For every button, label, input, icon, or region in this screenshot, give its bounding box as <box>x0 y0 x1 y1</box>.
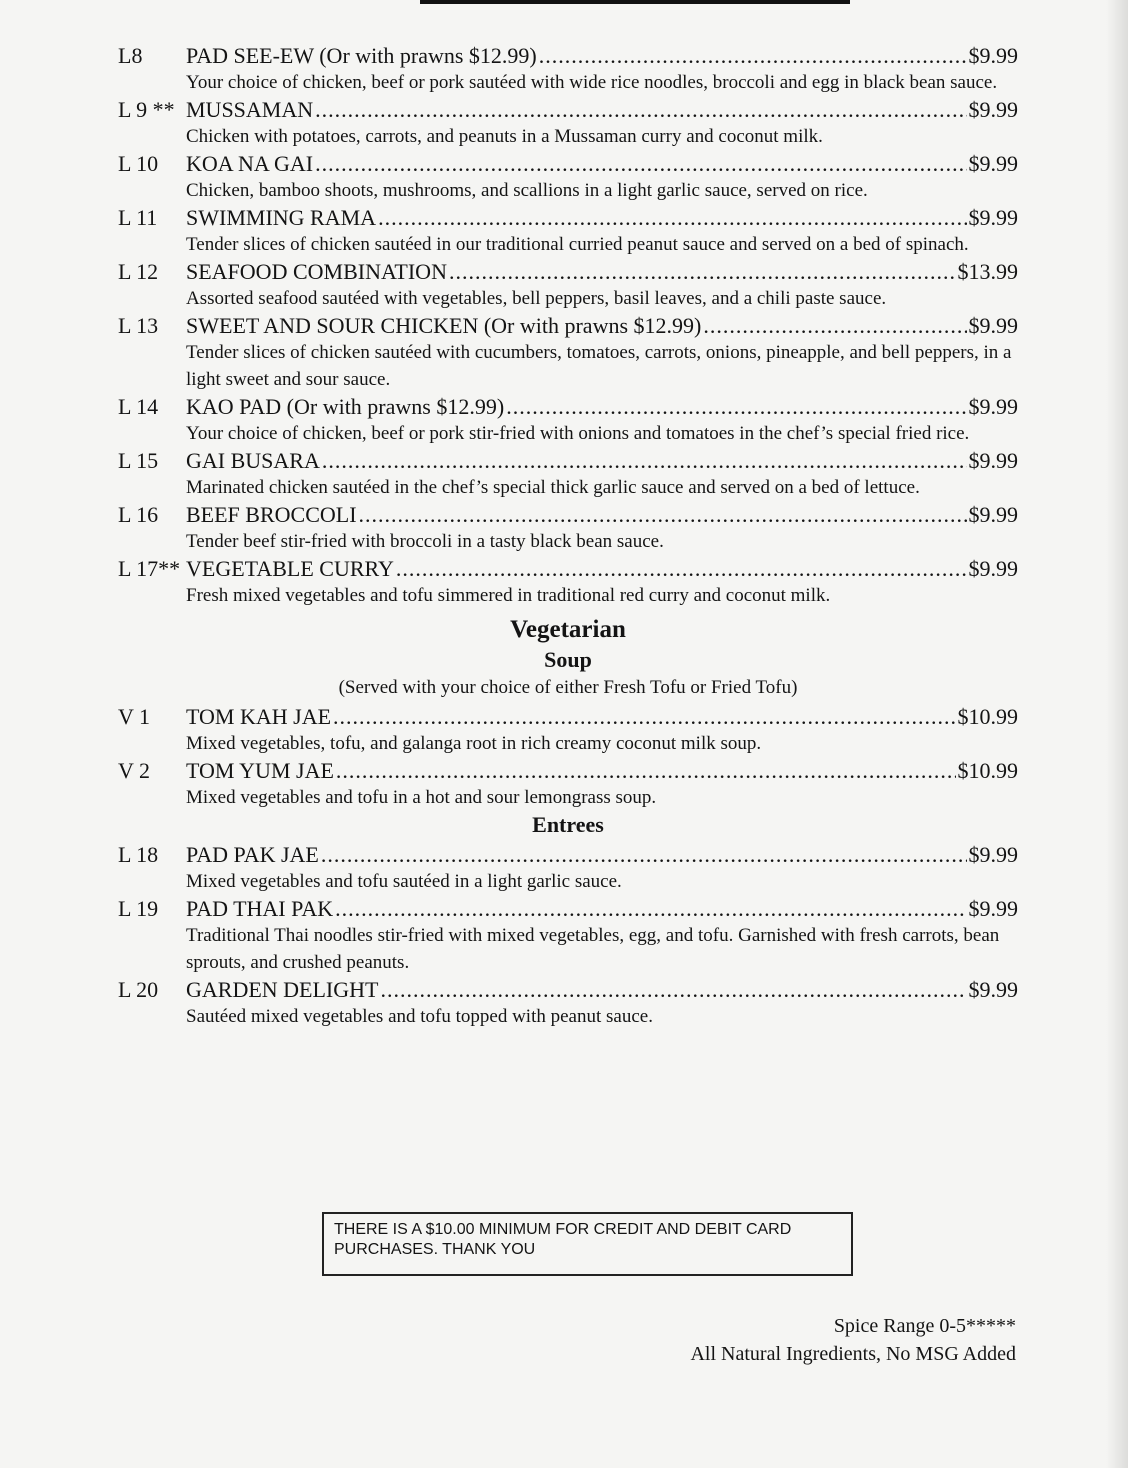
menu-item <box>118 555 1018 609</box>
menu-item-line <box>118 96 1018 123</box>
item-price: $9.99 <box>968 313 1018 338</box>
item-price: $9.99 <box>968 151 1018 176</box>
item-description: Mixed vegetables and tofu in a hot and sour lemongrass soup. <box>186 787 657 808</box>
menu-item-line <box>118 757 1018 784</box>
item-name: KOA NA GAI <box>186 151 314 176</box>
item-code: L 20 <box>118 977 159 1002</box>
dot-leader <box>315 96 966 123</box>
menu-item-line <box>118 501 1018 528</box>
item-description: Marinated chicken sautéed in the chef’s special thick garlic sauce and served on a bed of lettuce. <box>186 477 920 498</box>
dot-leader <box>321 841 967 868</box>
dot-leader <box>322 447 967 474</box>
item-price: $9.99 <box>968 43 1018 68</box>
payment-notice-box <box>322 1212 853 1276</box>
menu-page <box>118 42 1018 1030</box>
item-price: $9.99 <box>968 97 1018 122</box>
dot-leader <box>333 703 955 730</box>
natural-ingredients-note: All Natural Ingredients, No MSG Added <box>690 1343 1016 1365</box>
page-top-edge <box>420 0 850 4</box>
menu-item-line <box>118 895 1018 922</box>
menu-item <box>118 204 1018 258</box>
item-code: L 10 <box>118 151 159 176</box>
item-price: $9.99 <box>968 394 1018 419</box>
item-price: $9.99 <box>968 502 1018 527</box>
dot-leader <box>506 393 966 420</box>
item-description: Tender beef stir-fried with broccoli in a tasty black bean sauce. <box>186 531 664 552</box>
item-price: $13.99 <box>957 259 1018 284</box>
dot-leader <box>396 555 967 582</box>
item-name: PAD PAK JAE <box>186 842 319 867</box>
menu-item <box>118 976 1018 1030</box>
menu-item <box>118 703 1018 757</box>
item-name: MUSSAMAN <box>186 97 314 122</box>
dot-leader <box>380 976 966 1003</box>
item-price: $10.99 <box>957 758 1018 783</box>
dot-leader <box>315 150 966 177</box>
item-code: L 15 <box>118 448 159 473</box>
menu-item <box>118 447 1018 501</box>
menu-item <box>118 501 1018 555</box>
menu-item-line <box>118 976 1018 1003</box>
item-code: L 16 <box>118 502 159 527</box>
menu-item-line <box>118 447 1018 474</box>
page-right-shadow <box>1106 0 1128 1468</box>
item-name: GAI BUSARA <box>186 448 320 473</box>
item-price: $9.99 <box>968 977 1018 1002</box>
spice-range: Spice Range 0-5***** <box>833 1315 1016 1337</box>
item-name: TOM YUM JAE <box>186 758 334 783</box>
item-description: Your choice of chicken, beef or pork sautéed with wide rice noodles, broccoli and egg in black bean sauce. <box>186 72 998 93</box>
item-code: L 18 <box>118 842 159 867</box>
item-code: L 17** <box>118 556 181 581</box>
item-name: SEAFOOD COMBINATION <box>186 259 447 284</box>
item-code: L 9 ** <box>118 97 175 122</box>
dot-leader <box>539 42 967 69</box>
item-description: Your choice of chicken, beef or pork stir-fried with onions and tomatoes in the chef’s special fried rice. <box>186 423 970 444</box>
menu-item-line <box>118 258 1018 285</box>
item-code: L 12 <box>118 259 159 284</box>
item-code: L 14 <box>118 394 159 419</box>
item-price: $9.99 <box>968 842 1018 867</box>
item-name: SWEET AND SOUR CHICKEN (Or with prawns $12.99) <box>186 313 702 338</box>
menu-item-line <box>118 42 1018 69</box>
item-name: VEGETABLE CURRY <box>186 556 394 581</box>
item-description: Assorted seafood sautéed with vegetables, bell peppers, basil leaves, and a chili paste sauce. <box>186 288 887 309</box>
item-description: Fresh mixed vegetables and tofu simmered in traditional red curry and coconut milk. <box>186 585 831 606</box>
entrees-heading: Entrees <box>532 812 604 837</box>
item-code: V 2 <box>118 758 150 783</box>
menu-item <box>118 841 1018 895</box>
item-price: $9.99 <box>968 556 1018 581</box>
menu-item-line <box>118 393 1018 420</box>
dot-leader <box>378 204 966 231</box>
item-name: GARDEN DELIGHT <box>186 977 379 1002</box>
menu-item <box>118 150 1018 204</box>
footer-notes <box>690 1312 1016 1368</box>
item-description: Tender slices of chicken sautéed with cucumbers, tomatoes, carrots, onions, pineapple, and bell peppers, in a light sweet and sour sauce. <box>186 342 1012 390</box>
item-description: Mixed vegetables and tofu sautéed in a light garlic sauce. <box>186 871 622 892</box>
menu-item <box>118 96 1018 150</box>
item-name: PAD SEE-EW (Or with prawns $12.99) <box>186 43 537 68</box>
soup-heading: Soup <box>544 647 592 672</box>
soup-note: (Served with your choice of either Fresh Tofu or Fried Tofu) <box>338 677 798 698</box>
dot-leader <box>449 258 956 285</box>
menu-item <box>118 42 1018 96</box>
menu-item <box>118 895 1018 976</box>
menu-item-line <box>118 312 1018 339</box>
item-price: $10.99 <box>957 704 1018 729</box>
item-name: SWIMMING RAMA <box>186 205 377 230</box>
item-description: Tender slices of chicken sautéed in our traditional curried peanut sauce and served on a bed of spinach. <box>186 234 969 255</box>
item-code: L 11 <box>118 205 158 230</box>
item-name: BEEF BROCCOLI <box>186 502 357 527</box>
item-name: KAO PAD (Or with prawns $12.99) <box>186 394 505 419</box>
dot-leader <box>336 757 956 784</box>
menu-item-line <box>118 150 1018 177</box>
menu-item <box>118 258 1018 312</box>
menu-item-line <box>118 204 1018 231</box>
item-name: TOM KAH JAE <box>186 704 332 729</box>
menu-item-line <box>118 555 1018 582</box>
vegetarian-heading: Vegetarian <box>510 616 626 643</box>
item-price: $9.99 <box>968 205 1018 230</box>
menu-item <box>118 312 1018 393</box>
dot-leader <box>335 895 966 922</box>
payment-notice-text: THERE IS A $10.00 MINIMUM FOR CREDIT AND DEBIT CARD PURCHASES. THANK YOU <box>334 1221 792 1258</box>
item-code: L 13 <box>118 313 159 338</box>
menu-item-line <box>118 841 1018 868</box>
item-code: V 1 <box>118 704 150 729</box>
item-price: $9.99 <box>968 448 1018 473</box>
item-code: L 19 <box>118 896 159 921</box>
item-description: Sautéed mixed vegetables and tofu topped with peanut sauce. <box>186 1006 653 1027</box>
item-description: Chicken, bamboo shoots, mushrooms, and scallions in a light garlic sauce, served on rice. <box>186 180 868 201</box>
dot-leader <box>703 312 966 339</box>
item-name: PAD THAI PAK <box>186 896 334 921</box>
menu-item <box>118 393 1018 447</box>
item-price: $9.99 <box>968 896 1018 921</box>
item-code: L8 <box>118 43 143 68</box>
dot-leader <box>359 501 967 528</box>
item-description: Chicken with potatoes, carrots, and peanuts in a Mussaman curry and coconut milk. <box>186 126 823 147</box>
item-description: Mixed vegetables, tofu, and galanga root in rich creamy coconut milk soup. <box>186 733 762 754</box>
item-description: Traditional Thai noodles stir-fried with mixed vegetables, egg, and tofu. Garnished with fresh carrots, bean sprouts, and crushed peanuts. <box>186 925 1000 973</box>
menu-item-line <box>118 703 1018 730</box>
menu-item <box>118 757 1018 811</box>
